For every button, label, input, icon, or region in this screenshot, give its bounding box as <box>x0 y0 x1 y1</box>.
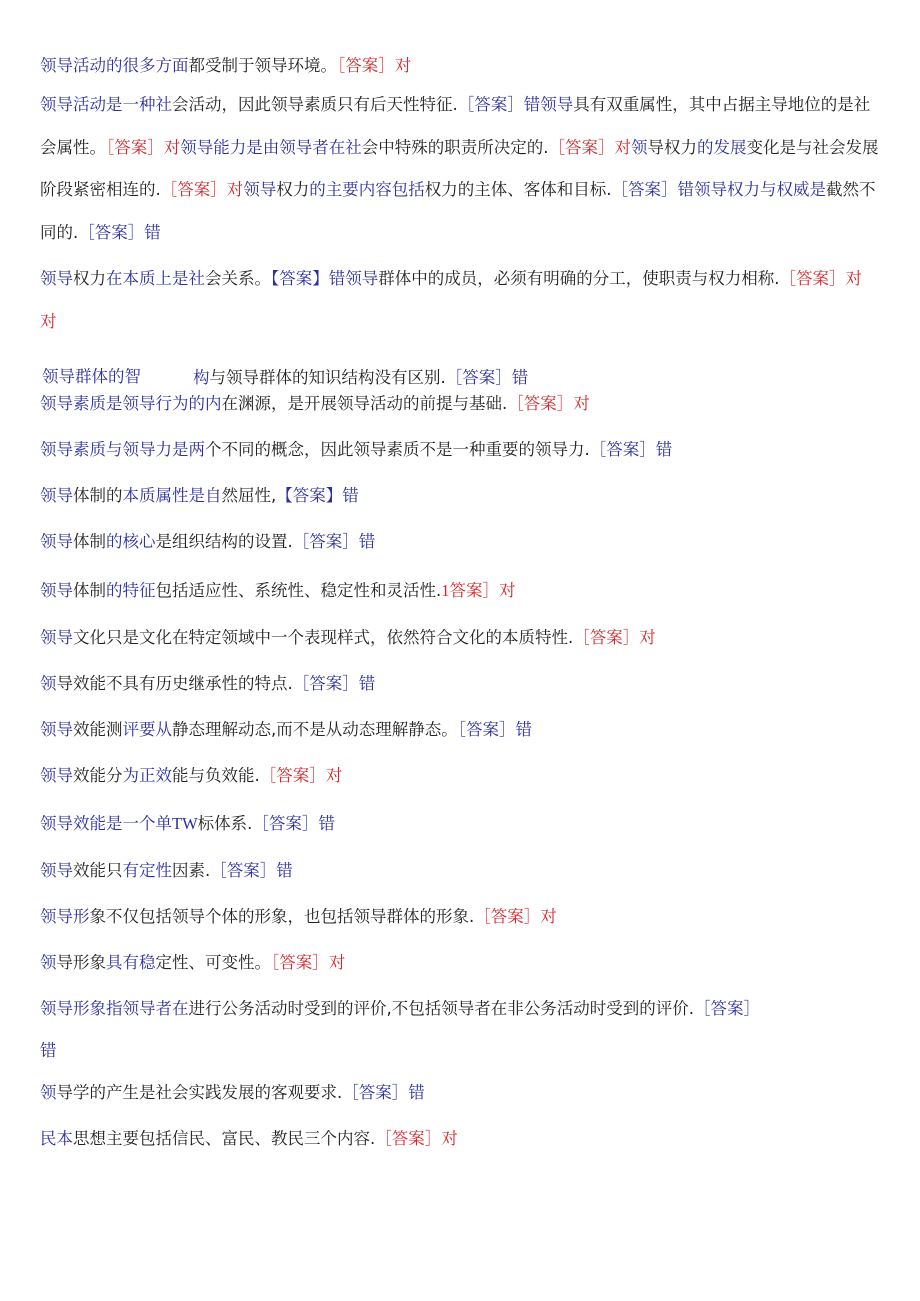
statement-segment: 领导 <box>40 532 73 551</box>
statement-text: 能与负效能. <box>172 766 260 785</box>
statement-segment: 有定性 <box>122 861 172 880</box>
question-18 <box>40 995 882 1019</box>
statement-text: 与领导群体的知识结构没有区别. <box>209 368 446 387</box>
question-4 <box>193 364 920 388</box>
statement-segment: 的发展 <box>697 137 747 157</box>
statement-text: 导形象 <box>56 953 106 972</box>
statement-text: 导权力 <box>647 137 697 157</box>
statement-segment: 的主要内容包括 <box>309 180 425 199</box>
statement-segment: 领导活动是一种社 <box>40 95 172 114</box>
question-8 <box>40 528 882 552</box>
statement-segment: 领 <box>40 674 57 693</box>
question-14 <box>40 810 882 834</box>
statement-text: 静态理解动态,而不是从动态理解静态。 <box>172 720 458 739</box>
statement-segment: 领导活动的很多方面 <box>40 56 189 75</box>
statement-text: 进行公务活动时受到的评价,不包括领导者在非公务活动时受到的评价. <box>188 999 694 1018</box>
statement-segment: ［答案］错 <box>342 1083 425 1102</box>
statement-text: 效能测 <box>73 720 123 739</box>
statement-text: 包括适应性、系统性、稳定性和灵活性. <box>155 581 442 600</box>
statement-text: 文化只是文化在特定领域中一个表现样式，依然符合文化的本质特性. <box>73 628 574 647</box>
statement-segment: ［答案］对 <box>259 766 343 785</box>
statement-text: 在渊源，是开展领导活动的前提与基础. <box>221 394 508 413</box>
question-18-continued <box>40 1037 882 1061</box>
question-9 <box>40 577 882 601</box>
statement-segment: ［答案］对 <box>160 180 244 199</box>
question-20 <box>40 1125 882 1149</box>
question-2-block <box>40 84 882 254</box>
statement-text: 会中特殊的职责所决定的. <box>361 137 549 157</box>
statement-segment: 领 <box>40 1083 57 1102</box>
statement-segment: ［答案］错 <box>457 720 532 739</box>
question-13 <box>40 762 882 786</box>
statement-segment: 答案］对 <box>449 581 516 600</box>
statement-segment: 领导 <box>40 581 73 600</box>
statement-text: 是组织结构的设置. <box>155 532 293 551</box>
statement-segment: 【答案】错领导 <box>271 269 379 288</box>
statement-segment: ［答案］错 <box>292 674 376 693</box>
statement-segment: ［答案］对 <box>106 137 181 157</box>
statement-segment: 领导素质是领导行为的内 <box>40 394 222 413</box>
statement-text: 效能分 <box>73 766 123 785</box>
statement-text: 权力的主体、客体和目标. <box>424 180 612 199</box>
statement-segment: 的核心 <box>106 532 156 551</box>
statement-segment: 与领导力是两 <box>106 440 205 459</box>
statement-segment: ［答案］错 <box>589 440 673 459</box>
statement-text: 具有双重属性，其中占据主导地位的是社会属性。 <box>40 95 871 157</box>
statement-segment: 权力与权威是 <box>727 180 826 199</box>
statement-text: 标体系. <box>197 814 253 833</box>
statement-segment: ［答案］错 <box>292 532 376 551</box>
statement-segment: ［答案］错 <box>210 861 293 880</box>
statement-segment: ［答案］对 <box>779 269 862 288</box>
statement-segment: 领 <box>40 953 57 972</box>
statement-text: 会活动，因此领导素质只有后天性特征. <box>172 95 458 114</box>
statement-segment: 具有稳 <box>106 953 156 972</box>
answer-correct: 对 <box>40 312 57 331</box>
statement-segment: ［答案］对 <box>548 137 631 157</box>
statement-segment: 领导 <box>40 907 73 926</box>
statement-segment: 1 <box>441 581 450 600</box>
statement-text: 因素. <box>172 861 211 880</box>
statement-segment: TW <box>172 814 198 833</box>
statement-text: 导效能不具有历史继承性的特点. <box>56 674 293 693</box>
statement-segment: 错领导 <box>523 95 574 114</box>
statement-segment: 领导 <box>40 814 73 833</box>
question-3 <box>40 265 882 289</box>
statement-text: 体制 <box>73 532 106 551</box>
statement-text: 效能只 <box>73 861 123 880</box>
statement-segment: ［答案］ <box>457 95 524 114</box>
question-10 <box>40 624 882 648</box>
statement-text: 会关系。 <box>205 269 271 288</box>
question-3-continued <box>40 308 882 332</box>
statement-segment: 领导素质 <box>40 440 106 459</box>
question-6 <box>40 436 882 460</box>
question-15 <box>40 857 882 881</box>
statement-segment: 领导 <box>40 766 73 785</box>
statement-segment: 领导 <box>40 269 73 288</box>
statement-segment: 领导形象指领导者在 <box>40 999 189 1018</box>
statement-segment: 构 <box>193 368 210 387</box>
statement-segment: 领导 <box>40 628 73 647</box>
statement-segment: ［答案］对 <box>507 394 590 413</box>
statement-segment: 领导 <box>40 861 73 880</box>
statement-segment: 本质属性是自 <box>122 486 222 505</box>
statement-text: 导学的产生是社会实践发展的客观要求. <box>56 1083 343 1102</box>
question-17 <box>40 949 882 973</box>
statement-text: 权力 <box>73 269 106 288</box>
question-1 <box>40 52 882 76</box>
statement-segment: ［答案］错 <box>445 368 529 387</box>
statement-segment: 形 <box>73 907 90 926</box>
statement-segment: ［答案］对 <box>474 907 557 926</box>
statement-text: 都受制于领导环境。 <box>188 56 337 75</box>
statement-segment: 【答案】错 <box>276 486 359 505</box>
statement-segment: 领导 <box>243 180 277 199</box>
statement-segment: ［答案］对 <box>573 628 656 647</box>
statement-text: 个不同的概念，因此领导素质不是一种重要的领导力. <box>205 440 590 459</box>
statement-segment: 领导群体的智 <box>42 367 141 386</box>
question-5 <box>40 390 882 414</box>
statement-segment: 民本 <box>40 1129 73 1148</box>
statement-segment: 在本质上是社 <box>106 269 205 288</box>
question-7 <box>40 482 882 506</box>
statement-text: 思想主要包括信民、富民、教民三个内容. <box>73 1129 376 1148</box>
statement-text: 群体中的成员，必须有明确的分工，使职责与权力相称. <box>378 269 780 288</box>
question-11 <box>40 670 882 694</box>
question-12 <box>40 716 882 740</box>
statement-text: 变化是与社会发展阶段紧密相连的. <box>40 137 879 199</box>
question-16 <box>40 903 882 927</box>
statement-text: 权力 <box>276 180 310 199</box>
statement-text: 截然不同的. <box>40 180 876 242</box>
statement-text: 定性、可变性。 <box>155 953 271 972</box>
statement-text: 象不仅包括领导个体的形象，也包括领导群体的形象. <box>89 907 475 926</box>
statement-segment: ［答案］错领导 <box>611 180 727 199</box>
statement-text: 然屈性, <box>221 486 277 505</box>
statement-segment: ［答案］ <box>694 999 760 1018</box>
statement-segment: ［答案］对 <box>271 953 346 972</box>
statement-text: 体制 <box>73 581 106 600</box>
statement-segment: 领导 <box>40 720 73 739</box>
statement-segment: 效能是一个单 <box>73 814 172 833</box>
statement-segment: ［答案］对 <box>375 1129 458 1148</box>
statement-segment: 错 <box>40 1041 57 1060</box>
statement-segment: ［答案］错 <box>252 814 335 833</box>
statement-segment: ［答案］对 <box>337 56 412 75</box>
question-19 <box>40 1079 882 1103</box>
statement-segment: 的特征 <box>106 581 156 600</box>
statement-text: 体制的 <box>73 486 123 505</box>
statement-segment: 领导能力是由领导者在社 <box>180 137 362 157</box>
statement-segment: 评要从 <box>122 720 172 739</box>
statement-segment: ［答案］错 <box>78 222 161 242</box>
statement-segment: 为正效 <box>122 766 172 785</box>
statement-segment: 领导 <box>40 486 73 505</box>
statement-segment: 领 <box>631 137 648 157</box>
